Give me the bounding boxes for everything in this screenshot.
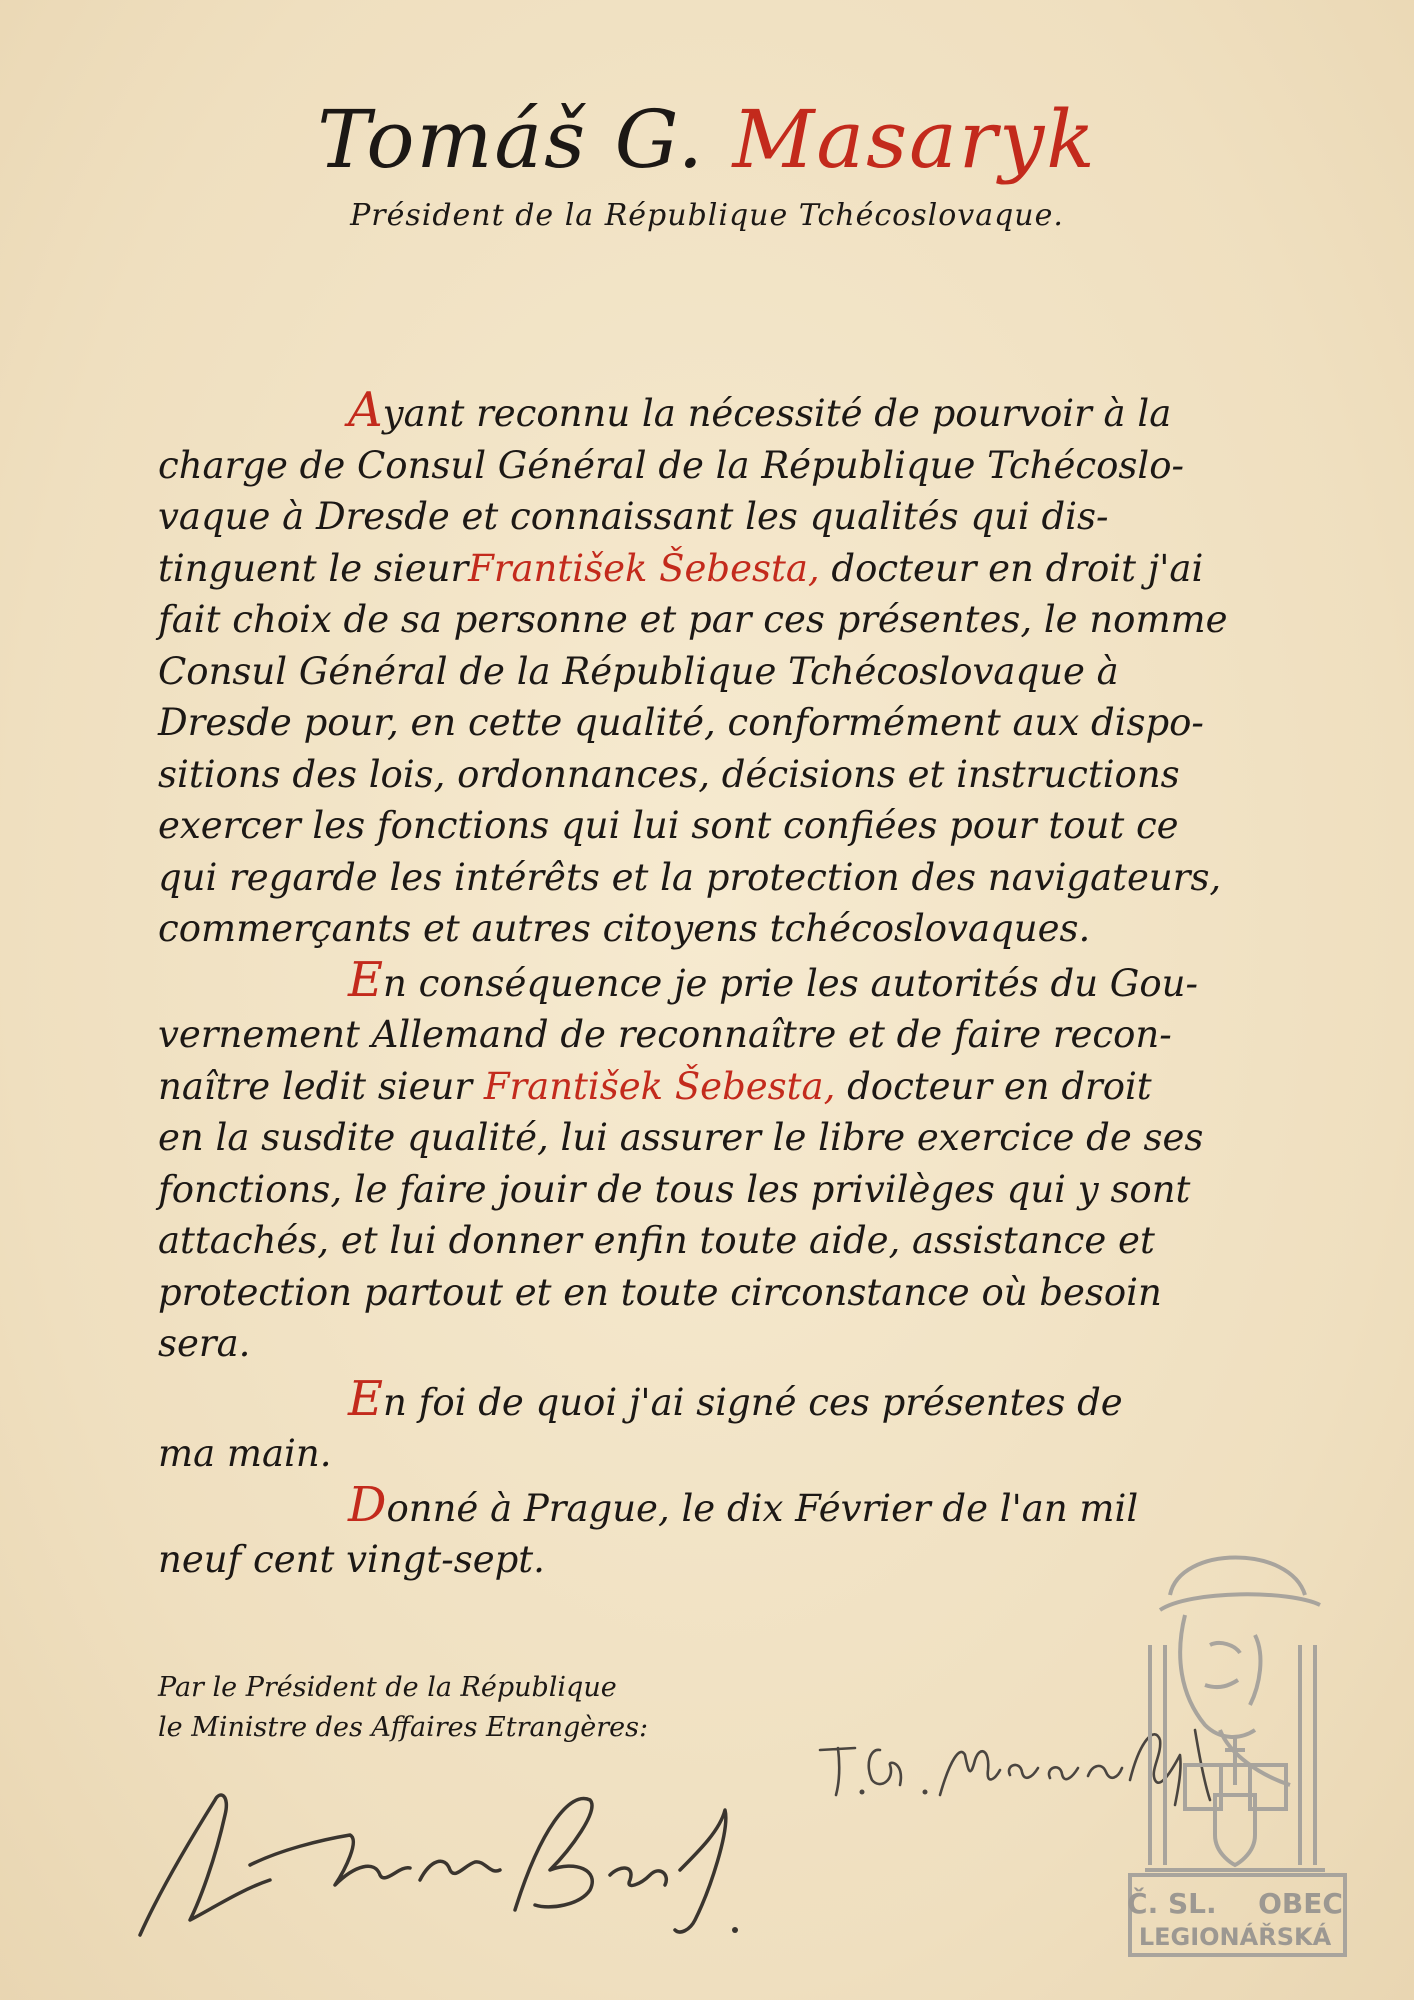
text-line: fonctions, le faire jouir de tous les privilèges qui y sont [158,1167,1191,1211]
countersign-line-1: Par le Président de la République [158,1672,617,1703]
text-line: protection partout et en toute circonstance où besoin [158,1270,1162,1314]
text-line: vernement Allemand de reconnaître et de faire recon- [158,1013,1172,1056]
text-line: en la susdite qualité, lui assurer le libre exercice de ses [158,1116,1204,1159]
text-line: qui regarde les intérêts et la protection des navigateurs, [158,855,1222,899]
text-line: ma main. [158,1432,332,1475]
paragraph-signature-clause [158,1370,1318,1480]
stamp-text [1090,1887,1380,1920]
text-line: vaque à Dresde et connaissant les qualités qui dis- [158,495,1109,538]
text-line: neuf cent vingt-sept. [158,1538,545,1581]
document-header [0,93,1414,233]
text-line: n conséquence je prie les autorités du Gou- [383,961,1198,1005]
stamp-line-2: OBEC [1258,1887,1343,1920]
text-line: onné à Prague, le dix Février de l'an mil [386,1486,1139,1530]
text-line: naître ledit sieur [158,1064,484,1108]
paragraph-appointment [158,382,1318,955]
text-line: docteur en droit j'ai [819,546,1204,590]
legion-stamp [1090,1535,1380,1965]
drop-initial: A [348,382,383,438]
document-subtitle: Président de la République Tchécoslovaque. [350,198,1064,233]
text-line: docteur en droit [835,1064,1152,1108]
document-title [0,93,1414,186]
drop-initial: E [348,1370,384,1427]
text-line: yant reconnu la nécessité de pourvoir à la [382,392,1172,435]
signature-benes [120,1770,760,1950]
text-line: sitions des lois, ordonnances, décisions et instructions [158,752,1180,796]
text-line: Consul Général de la République Tchécoslovaque à [158,649,1119,693]
title-last-name: Masaryk [732,93,1097,186]
drop-initial: D [348,1476,387,1533]
countersign-line-2: le Ministre des Affaires Etrangères: [158,1712,649,1743]
text-line: attachés, et lui donner enfin toute aide, assistance et [158,1219,1155,1262]
text-line: sera. [158,1322,251,1365]
text-line: tinguent le sieur [158,546,469,590]
text-line: n foi de quoi j'ai signé ces présentes de [383,1380,1123,1424]
text-line: charge de Consul Général de la République Tchécoslo- [158,443,1184,487]
paragraph-request [158,951,1318,1370]
countersign-label [158,1668,648,1748]
text-line: fait choix de sa personne et par ces présentes, le nomme [158,598,1228,641]
title-first-name: Tomáš G. [317,93,733,186]
stamp-line-3: LEGIONÁŘSKÁ [1138,1923,1332,1951]
text-line: Dresde pour, en cette qualité, conformément aux dispo- [158,701,1204,744]
document-body [158,382,1318,1586]
appointee-name: František Šebesta, [468,546,820,590]
stamp-line-1: Č. SL. [1127,1887,1217,1920]
text-line: exercer les fonctions qui lui sont confiées pour tout ce [158,804,1179,847]
appointee-name: František Šebesta, [483,1064,836,1108]
drop-initial: E [348,951,384,1008]
text-line: commerçants et autres citoyens tchécoslovaques. [158,907,1091,950]
